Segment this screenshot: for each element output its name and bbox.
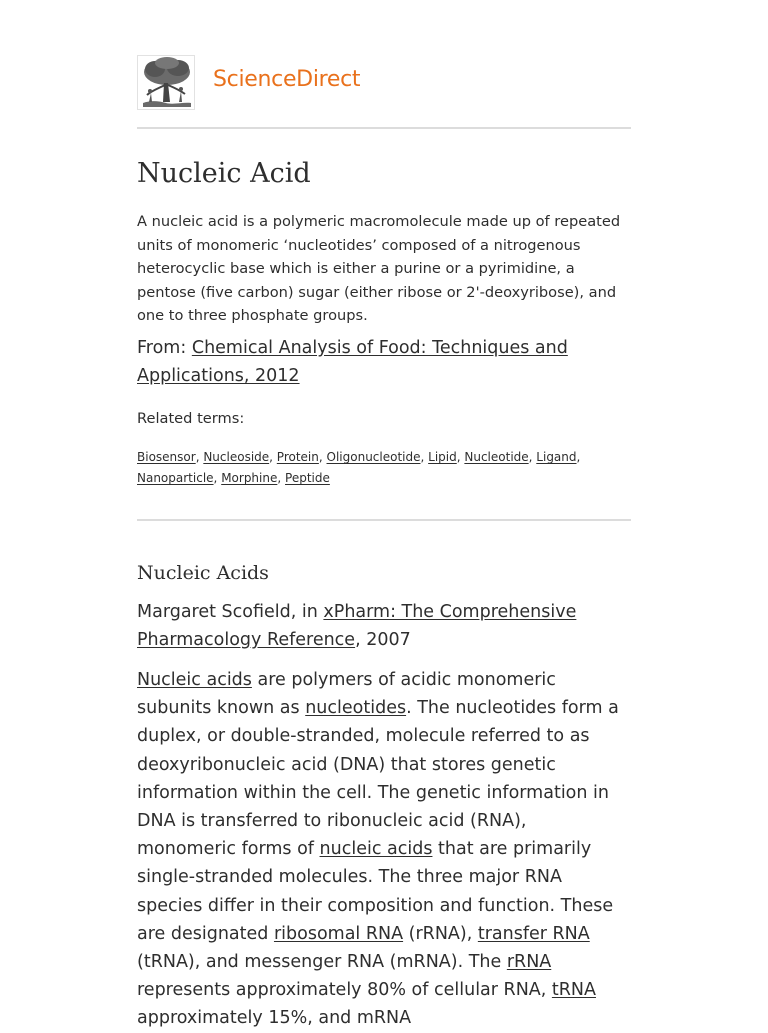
related-terms-label: Related terms: xyxy=(137,410,245,427)
elsevier-tree-logo-icon[interactable] xyxy=(137,55,195,110)
related-term-link[interactable]: Protein xyxy=(276,450,319,464)
term-separator: , xyxy=(456,450,465,464)
term-separator: , xyxy=(195,450,204,464)
related-terms-list xyxy=(137,447,631,489)
from-label: From: xyxy=(137,338,187,358)
related-term-link[interactable]: Peptide xyxy=(285,471,330,485)
related-term-link[interactable]: Nucleotide xyxy=(464,450,529,464)
related-term-link[interactable]: Ligand xyxy=(536,450,577,464)
term-separator: , xyxy=(269,450,277,464)
body-text-segment: (tRNA), and messenger RNA (mRNA). The xyxy=(137,952,507,973)
site-header xyxy=(137,55,631,111)
glossary-link[interactable]: rRNA xyxy=(506,952,552,973)
term-separator: , xyxy=(528,450,537,464)
body-text-segment: represents approximately 80% of cellular RNA, xyxy=(137,980,552,1001)
body-text-segment: . The nucleotides form a duplex, or double-stranded, molecule referred to as deoxyribonucleic acid (DNA) that stores genetic information within the cell. The genetic information in DNA is transferred to ribonucleic acid (RNA), monomeric forms of xyxy=(137,698,619,860)
source-book-link[interactable]: Chemical Analysis of Food: Techniques and Applications, 2012 xyxy=(137,338,568,386)
section-body-text xyxy=(137,666,631,1033)
glossary-link[interactable]: ribosomal RNA xyxy=(273,923,404,944)
related-term-link[interactable]: Lipid xyxy=(428,450,457,464)
source-reference-link[interactable]: xPharm: The Comprehensive Pharmacology Reference xyxy=(137,602,577,650)
body-text-segment: that are primarily single-stranded molecules. The three major RNA species differ in their composition and function. These are designated xyxy=(137,839,614,944)
definition-text: A nucleic acid is a polymeric macromolecule made up of repeated units of monomeric ‘nucleotides’ composed of a nitrogenous heterocyclic base which is either a purine or a pyrimidine, a pentose (five carbon) sugar (either ribose or 2'-deoxyribose), and one to three phosphate groups. xyxy=(137,213,621,325)
section-title: Nucleic Acids xyxy=(137,562,269,584)
source-line xyxy=(137,334,631,390)
term-separator: , xyxy=(420,450,429,464)
term-separator: , xyxy=(213,471,222,485)
body-text-segment: (rRNA), xyxy=(403,923,478,944)
glossary-link[interactable]: nucleotides xyxy=(305,698,407,719)
glossary-link[interactable]: Nucleic acids xyxy=(137,670,252,690)
section-divider xyxy=(137,519,631,521)
glossary-link[interactable]: nucleic acids xyxy=(319,839,433,860)
related-term-link[interactable]: Nanoparticle xyxy=(137,471,214,485)
glossary-link[interactable]: transfer RNA xyxy=(477,923,590,944)
body-text-segment: approximately 15%, and mRNA xyxy=(137,1008,412,1029)
related-term-link[interactable]: Morphine xyxy=(221,471,278,485)
related-term-link[interactable]: Oligonucleotide xyxy=(326,450,421,464)
body-text-segment: are polymers of acidic monomeric subunits known as xyxy=(137,670,556,719)
term-separator: , xyxy=(318,450,327,464)
author-prefix: Margaret Scofield, in xyxy=(137,602,318,622)
publication-year: , 2007 xyxy=(355,630,411,650)
related-term-link[interactable]: Biosensor xyxy=(137,450,196,464)
term-separator: , xyxy=(277,471,286,485)
glossary-link[interactable]: tRNA xyxy=(551,980,596,1001)
header-divider xyxy=(137,127,631,129)
term-separator: , xyxy=(576,450,581,464)
related-term-link[interactable]: Nucleoside xyxy=(203,450,270,464)
page-title: Nucleic Acid xyxy=(137,158,311,189)
author-line xyxy=(137,598,631,654)
brand-name[interactable]: ScienceDirect xyxy=(213,67,361,92)
